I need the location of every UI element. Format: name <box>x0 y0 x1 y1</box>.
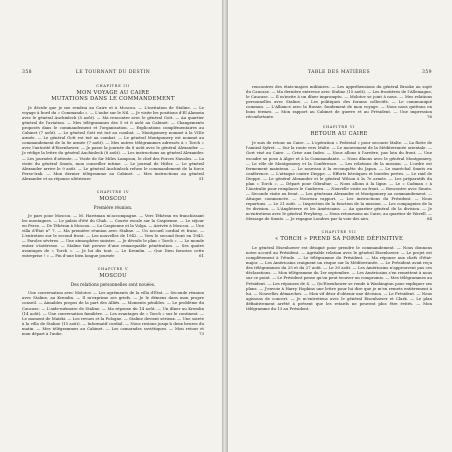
chapter-summary-text: rencontres des états-majors militaires. — Les appréhensions du général Brooke au sujet du Caucase. — Ma dernière entrevue avec Staline (15 août). — Les frontières de l'Allemagne, le Caucase. — Il m'invite à un dîner impromptu. — Molotov se joint à nous. — Mes relations personnelles avec Staline. — Les politiques des forums collectifs. — Le communiqué commun. — L'Alliance avec la Russie, fondement de mon voyage. — Nous nous quittons en bons termes. — Mon rapport au Cabinet de guerre et au Président. — Une impression réconfortante. <box>246 84 432 120</box>
chapter-label: CHAPITRE IV <box>96 189 130 194</box>
chapter-summary-text: Je pars pour Moscou. — M. Harriman m'accompagne. — Vers Téhéran en franchissant les montagnes. — Le palais d'été du Chah. — Courte escale sur la Caspienne. — Le séjour en Perse. — De Téhéran à Moscou. — La Caspienne et la Volga. — Arrivée à Moscou. — Une villa d'État n° 7. — Ma première réunion avec Staline. — Un accueil cordial et franc. — L'entretien sur le second front. — Les nouvelles de 1942. — Vers le second front en 1943. — Paroles sévères. — Une atmosphère sinistre. — Je dévoile le plan « Torch ». — Le monde entier s'intéresse. — Staline fait preuve d'une remarquable pénétration. — Ses quatre avantages de « Torch ». — Je lui dis tout. — Le Kremlin. — Que Dieu favorise cette entreprise ! » — Fin d'une bien longue journée <box>22 212 204 259</box>
chapter-vii-entry <box>246 230 432 311</box>
chapter-label: CHAPITRE VII <box>321 230 357 235</box>
chapter-page-ref: 84 <box>427 216 432 222</box>
section-title: Première réunion. <box>93 204 133 210</box>
chapter-summary <box>22 105 204 181</box>
continued-summary <box>246 84 432 119</box>
chapter-v-entry <box>22 267 204 336</box>
right-column <box>246 84 432 320</box>
chapter-summary <box>246 84 432 119</box>
chapter-summary-text: Je suis de retour au Caire. — L'opération « Pedestal » pour secourir Malte. — La flotte de l'amiral Syfret. — Sur la route vers Malte. — Le mouvement de la Méditerranée orientale. — Gort visé au Caire. — Crise aux Indes. — Nous allons à l'arrière, pas loin du front. — Une escadre se pose à Alger et à la Commandante. — Nous dînons avec le général Montgomery. — Le rôle de Montgomery et la Conférence. — Les relations de la mission. — L'ordre est fermement maintenu. — Le nouveau à la reconquête du Japon. — Le maréchal Smuts en conférence. — L'attaque contre Dieppe. — Efforts héroïques et lourdes pertes. — Le raid de Dieppe. — Le général Alexander et le général Wilson à la 7e armée. — Les préparatifs du plan « Torch ». — Départ pour Gibraltar. — Nous allons à la ligne. — Le « Cadman » à l'Australie pour remplacer le Canberra. — Nouvelle visite au front. — Rencontre avec Smuts. — Seconde visite au front. — Les généraux Alexander et Montgomery au commandement. — Attaque commencée. — Nouveau rapport. — Les instructions du Président. — Nous repartons. — Le 21 août. — Inspection de la fonction de la mission. — Les compagnies de la 9e division. — L'Angleterre et les Américains. — Au quartier général de la division. — Je m'entretiens avec le général Freyberg. — Nous retournons au Caire, au quartier de Wavell. — Message de Smuts. — Je regagne Londres par la voie des airs. <box>246 140 432 222</box>
section-title: Des relations personnelles sont nouées. <box>70 282 156 288</box>
right-page-number: 359 <box>422 70 432 75</box>
chapter-summary <box>246 140 432 221</box>
chapter-title <box>246 131 432 137</box>
chapter-title <box>22 196 204 202</box>
chapter-page-ref: 51 <box>199 175 204 181</box>
chapter-title <box>246 236 432 242</box>
right-page <box>228 0 452 452</box>
chapter-vi-entry <box>246 125 432 221</box>
chapter-label: CHAPITRE VI <box>322 125 356 130</box>
chapter-title <box>22 90 204 102</box>
chapter-title-line: RETOUR AU CAIRE <box>310 131 368 138</box>
left-page-number: 358 <box>22 70 32 75</box>
chapter-summary-text: Le général Eisenhower est désigné pour prendre le commandement. — Nous donnons notre accord au Président. — Agréable relation avec le général Eisenhower. — Le projet est complètement à l'étude. — Le télégramme du Président. — Ma réponse aux chefs d'état-major. — Les Américains craignent un risque sur la Méditerranée. — Le Président avait reçu des télégrammes du 25 et du 27 août. — Le 30 août. — Les Américains n'approuvent pas ces déclarations. — Mon télégramme du 1er septembre. — Les Américains s'en remettent à nous sur ce point. — Le Président pense qu'on peut trouver un compromis. — Mes télégrammes au Président. — Les réponses de S. — Qu'Eisenhower se rende à Washington pour expliquer ses plans. — J'envoie à Harry Hopkins une lettre pour lui dire que je m'en remets entièrement à lui. — Nouvelles démarches. — Mon vif désir d'obtenir une décision. — Le Président. — Nous agissons de concert. — Je m'entretiens avec le général Eisenhower et Clark. — Le plan définitivement arrêté à présent que les retards ne peuvent plus être évités. — Mon télégramme du 13 au Président. <box>246 245 432 311</box>
chapter-page-ref: 61 <box>199 253 204 259</box>
left-running-head: LE TOURNANT DU DESTIN <box>75 70 151 75</box>
chapter-iv-entry <box>22 190 204 259</box>
chapter-title <box>22 273 204 279</box>
left-page <box>0 0 222 452</box>
left-column <box>22 84 204 345</box>
chapter-label: CHAPITRE V <box>97 267 129 272</box>
chapter-page-ref: 73 <box>199 330 204 336</box>
right-running-header <box>246 70 432 75</box>
left-running-header <box>22 70 204 75</box>
chapter-summary <box>22 290 204 335</box>
chapter-title-line: MON VOYAGE AU CAIRE <box>76 90 150 97</box>
chapter-title-line: MOSCOU <box>99 195 127 202</box>
chapter-summary <box>246 245 432 311</box>
chapter-title-line: MOSCOU <box>99 273 127 280</box>
chapter-summary <box>22 213 204 258</box>
chapter-summary-text: Une conversation avec Molotov. — Les agréments de la villa d'État. — Seconde réunion avec Staline, au Kremlin. — Il m'exprime ses griefs. — Je le démens dans mon propre conseil. — Aimables propos de la part des Alliés. — Moments pénibles. — Le problème du Caucase. — L'aide-mémoire de Staline. — Ma réponse du 14 août. — Un dîner au Kremlin (14 août). — Une conversation familière. — Les avantages de « Torch » sur le continent. — Le moment de Maïski. — Les revues et la Pologne. — Staline devient sérieux. — Une soirée à la villa de Staline (15 août). — Informatif cordial. — Nous restons jusqu'à deux heures du matin. — Mes télégrammes au Cabinet. — Les camarades soviétiques. — Mon retour et mon départ à l'aube. <box>22 290 204 336</box>
chapter-page-ref: 76 <box>427 114 432 120</box>
chapter-iii-entry <box>22 84 204 181</box>
chapter-label: CHAPITRE III <box>96 84 130 88</box>
chapter-title-line: « TORCH » PREND SA FORME DÉFINITIVE <box>274 236 404 243</box>
chapter-summary-text: Je décide que je me rendrai au Caire et à Moscou. — L'invitation de Staline. — Le voyage à bord du « Commando ». — L'aube sur le Nil. — Je visite les positions d'El Alamein avec le général Auchinleck (5 août). — Ma rencontre avec le général Gott. — Au quartier général de l'aviation. — Mes télégrammes des 5 et 6 août au Cabinet. — Changements proposés dans le commandement et l'organisation. — Explications complémentaires au Cabinet (7 août). — Le général Gott est tué au combat. — Montgomery nommé à la VIIIe armée. — Le général Gott est tué au combat. — Le général Montgomery est nommé au commandement de la 8e armée (7 août). — Mes autres télégrammes adressés à « Torch » avec l'autorité d'Eisenhower. — Je passe la journée du 8 août avec le général Alexander. — Je rédige la lettre du général Auchinleck (8 août). — Les instructions au général Alexander. — Les journées d'attente. — Visite de Sir Miles Lampson, le chef des Forces Navales. — La visite du général Smuts, mon conseiller intime. — Le journal de Hitler. — Le général Alexander arrive le 9 août. — Le général Auchinleck refuse le commandement de la force Perse-Irak. — Mon dernier télégramme au Cabinet. — Mes instructions au général Alexander et sa réponse ultérieure <box>22 105 204 181</box>
chapter-title-line: MUTATIONS DANS LE COMMANDEMENT <box>51 96 175 103</box>
right-running-head: TABLE DES MATIÈRES <box>307 70 371 75</box>
